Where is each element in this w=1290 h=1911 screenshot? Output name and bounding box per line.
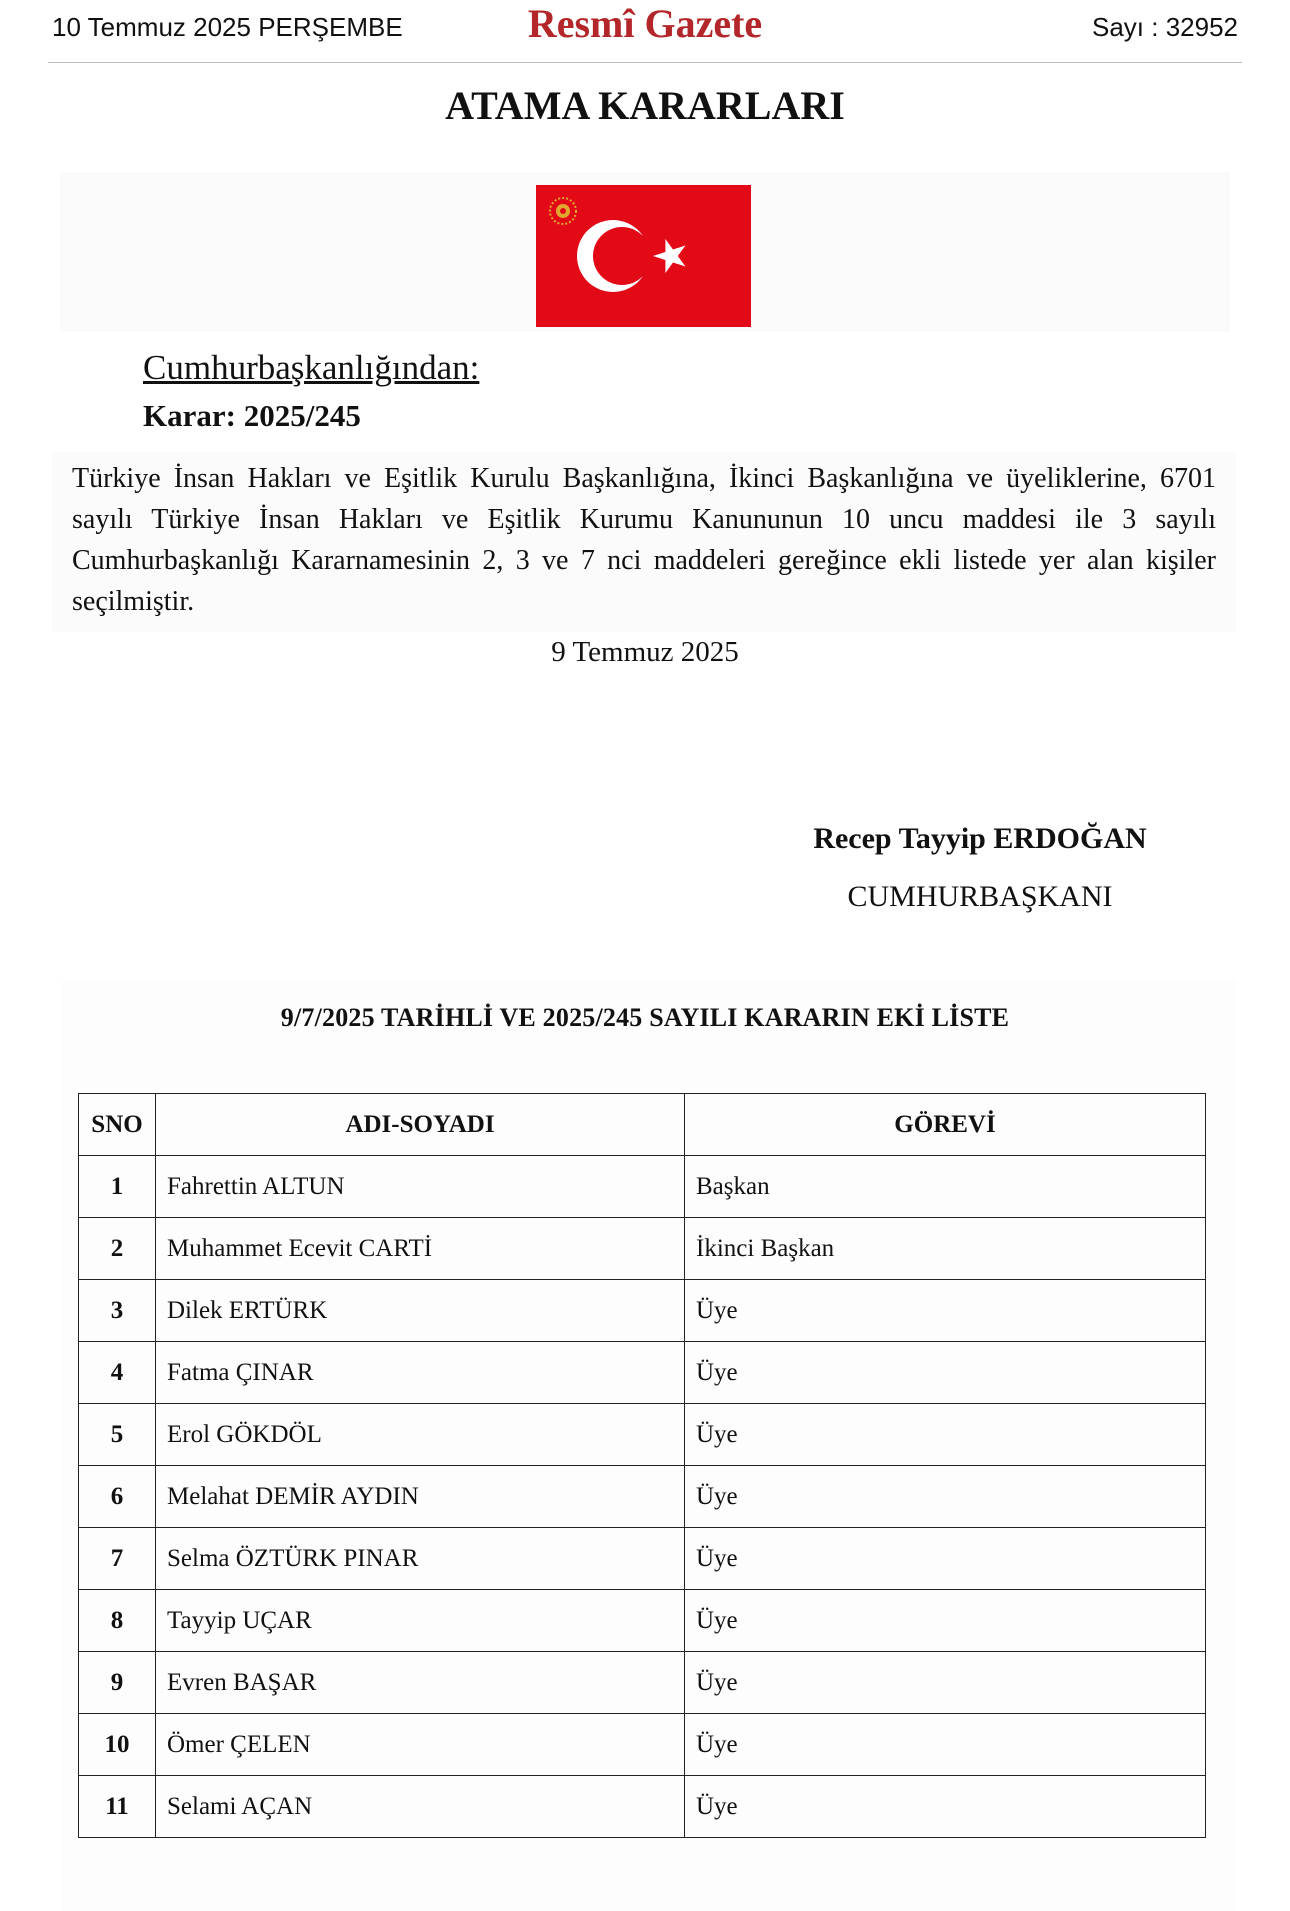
turkish-flag-icon (536, 185, 751, 327)
table-row (79, 1404, 1206, 1466)
row-sno: 9 (79, 1652, 156, 1714)
row-role: Üye (685, 1590, 1206, 1652)
table-row (79, 1218, 1206, 1280)
row-name: Fahrettin ALTUN (156, 1156, 685, 1218)
list-title: 9/7/2025 TARİHLİ VE 2025/245 SAYILI KARARIN EKİ LİSTE (280, 1003, 1010, 1032)
decision-number: Karar: 2025/245 (143, 398, 361, 433)
table-row (79, 1342, 1206, 1404)
row-name: Erol GÖKDÖL (156, 1404, 685, 1466)
column-header-sno: SNO (79, 1094, 156, 1156)
row-sno: 8 (79, 1590, 156, 1652)
decision-date: 9 Temmuz 2025 (551, 636, 739, 668)
table-row (79, 1528, 1206, 1590)
signer-title: CUMHURBAŞKANI (847, 880, 1113, 913)
row-role: Başkan (685, 1156, 1206, 1218)
row-role: İkinci Başkan (685, 1218, 1206, 1280)
table-row (79, 1776, 1206, 1838)
table-row (79, 1466, 1206, 1528)
appointment-table (78, 1093, 1206, 1838)
row-sno: 7 (79, 1528, 156, 1590)
decision-body: Türkiye İnsan Hakları ve Eşitlik Kurulu Başkanlığına, İkinci Başkanlığına ve üyeliklerine, 6701 sayılı Türkiye İnsan Hakları ve Eşitlik Kurumu Kanununun 10 uncu maddesi ile 3 sayılı Cumhurbaşkanlığı Kararnamesinin 2, 3 ve 7 nci maddeleri gereğince ekli listede yer alan kişiler seçilmiştir. (72, 463, 1216, 617)
row-name: Dilek ERTÜRK (156, 1280, 685, 1342)
gazette-header (48, 0, 1242, 63)
signer-name: Recep Tayyip ERDOĞAN (813, 822, 1147, 855)
row-sno: 5 (79, 1404, 156, 1466)
table-row (79, 1590, 1206, 1652)
table-row (79, 1714, 1206, 1776)
row-role: Üye (685, 1404, 1206, 1466)
issue-number: Sayı : 32952 (1092, 12, 1238, 42)
row-role: Üye (685, 1342, 1206, 1404)
row-sno: 1 (79, 1156, 156, 1218)
row-role: Üye (685, 1776, 1206, 1838)
row-name: Muhammet Ecevit CARTİ (156, 1218, 685, 1280)
row-name: Melahat DEMİR AYDIN (156, 1466, 685, 1528)
row-role: Üye (685, 1652, 1206, 1714)
row-name: Fatma ÇINAR (156, 1342, 685, 1404)
gazette-title: Resmî Gazete (527, 1, 763, 46)
document-title: ATAMA KARARLARI (445, 83, 845, 128)
row-role: Üye (685, 1528, 1206, 1590)
row-sno: 10 (79, 1714, 156, 1776)
row-sno: 4 (79, 1342, 156, 1404)
issuer-heading: Cumhurbaşkanlığından: (143, 348, 480, 387)
row-sno: 6 (79, 1466, 156, 1528)
column-header-role: GÖREVİ (685, 1094, 1206, 1156)
issue-date: 10 Temmuz 2025 PERŞEMBE (52, 12, 403, 42)
row-name: Selma ÖZTÜRK PINAR (156, 1528, 685, 1590)
row-sno: 3 (79, 1280, 156, 1342)
row-name: Evren BAŞAR (156, 1652, 685, 1714)
row-role: Üye (685, 1466, 1206, 1528)
table-row (79, 1652, 1206, 1714)
table-row (79, 1280, 1206, 1342)
row-role: Üye (685, 1714, 1206, 1776)
row-sno: 2 (79, 1218, 156, 1280)
column-header-name: ADI-SOYADI (156, 1094, 685, 1156)
row-name: Tayyip UÇAR (156, 1590, 685, 1652)
row-name: Ömer ÇELEN (156, 1714, 685, 1776)
table-row (79, 1156, 1206, 1218)
row-name: Selami AÇAN (156, 1776, 685, 1838)
table-header-row (79, 1094, 1206, 1156)
row-role: Üye (685, 1280, 1206, 1342)
row-sno: 11 (79, 1776, 156, 1838)
